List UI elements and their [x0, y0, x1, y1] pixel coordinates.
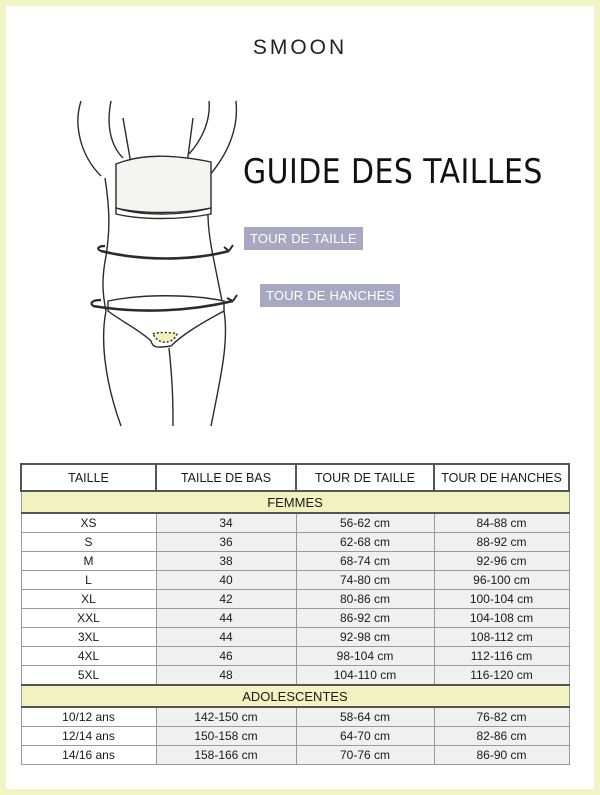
page-title: GUIDE DES TAILLES: [243, 152, 543, 192]
table-row: [21, 590, 569, 609]
table-cell: 150-158 cm: [156, 727, 296, 746]
table-cell: 84-88 cm: [434, 513, 569, 533]
table-cell: 48: [156, 666, 296, 686]
table-cell: XL: [21, 590, 156, 609]
table-cell: 98-104 cm: [296, 647, 434, 666]
table-cell: 68-74 cm: [296, 552, 434, 571]
section-header-row: [21, 685, 569, 707]
table-cell: 158-166 cm: [156, 746, 296, 765]
table-cell: 4XL: [21, 647, 156, 666]
table-cell: 116-120 cm: [434, 666, 569, 686]
section-title: ADOLESCENTES: [21, 685, 569, 707]
table-cell: 3XL: [21, 628, 156, 647]
table-cell: 44: [156, 628, 296, 647]
table-row: [21, 628, 569, 647]
table-row: [21, 533, 569, 552]
table-cell: 96-100 cm: [434, 571, 569, 590]
table-cell: 112-116 cm: [434, 647, 569, 666]
table-cell: 86-92 cm: [296, 609, 434, 628]
table-cell: 10/12 ans: [21, 707, 156, 727]
table-cell: M: [21, 552, 156, 571]
table-row: [21, 647, 569, 666]
table-cell: 100-104 cm: [434, 590, 569, 609]
table-cell: 40: [156, 571, 296, 590]
table-cell: 74-80 cm: [296, 571, 434, 590]
table-cell: 34: [156, 513, 296, 533]
table-cell: 104-108 cm: [434, 609, 569, 628]
size-table: [20, 463, 570, 765]
hips-label: TOUR DE HANCHES: [260, 284, 400, 307]
table-cell: 92-98 cm: [296, 628, 434, 647]
table-cell: 70-76 cm: [296, 746, 434, 765]
column-header: TAILLE DE BAS: [156, 464, 296, 491]
table-cell: 46: [156, 647, 296, 666]
table-row: [21, 727, 569, 746]
table-row: [21, 552, 569, 571]
table-cell: 86-90 cm: [434, 746, 569, 765]
table-cell: S: [21, 533, 156, 552]
table-header-row: [21, 464, 569, 491]
table-cell: XXL: [21, 609, 156, 628]
waist-label: TOUR DE TAILLE: [244, 227, 363, 250]
body-figure-illustration: [61, 96, 251, 436]
table-cell: 80-86 cm: [296, 590, 434, 609]
table-cell: 142-150 cm: [156, 707, 296, 727]
table-cell: 64-70 cm: [296, 727, 434, 746]
table-cell: 14/16 ans: [21, 746, 156, 765]
table-cell: 104-110 cm: [296, 666, 434, 686]
table-cell: 82-86 cm: [434, 727, 569, 746]
table-cell: L: [21, 571, 156, 590]
table-row: [21, 609, 569, 628]
column-header: TAILLE: [21, 464, 156, 491]
table-row: [21, 513, 569, 533]
table-cell: 76-82 cm: [434, 707, 569, 727]
table-cell: 88-92 cm: [434, 533, 569, 552]
column-header: TOUR DE HANCHES: [434, 464, 569, 491]
table-row: [21, 707, 569, 727]
table-cell: 44: [156, 609, 296, 628]
table-body: [21, 491, 569, 765]
table-cell: 42: [156, 590, 296, 609]
table-cell: 62-68 cm: [296, 533, 434, 552]
column-header: TOUR DE TAILLE: [296, 464, 434, 491]
table-row: [21, 571, 569, 590]
table-cell: 58-64 cm: [296, 707, 434, 727]
table-row: [21, 666, 569, 686]
table-cell: 108-112 cm: [434, 628, 569, 647]
table-cell: XS: [21, 513, 156, 533]
table-cell: 38: [156, 552, 296, 571]
table-cell: 56-62 cm: [296, 513, 434, 533]
table-cell: 5XL: [21, 666, 156, 686]
table-cell: 36: [156, 533, 296, 552]
table-row: [21, 746, 569, 765]
brand-logo: SMOON: [252, 36, 348, 59]
table-cell: 12/14 ans: [21, 727, 156, 746]
table-cell: 92-96 cm: [434, 552, 569, 571]
section-header-row: [21, 491, 569, 513]
section-title: FEMMES: [21, 491, 569, 513]
